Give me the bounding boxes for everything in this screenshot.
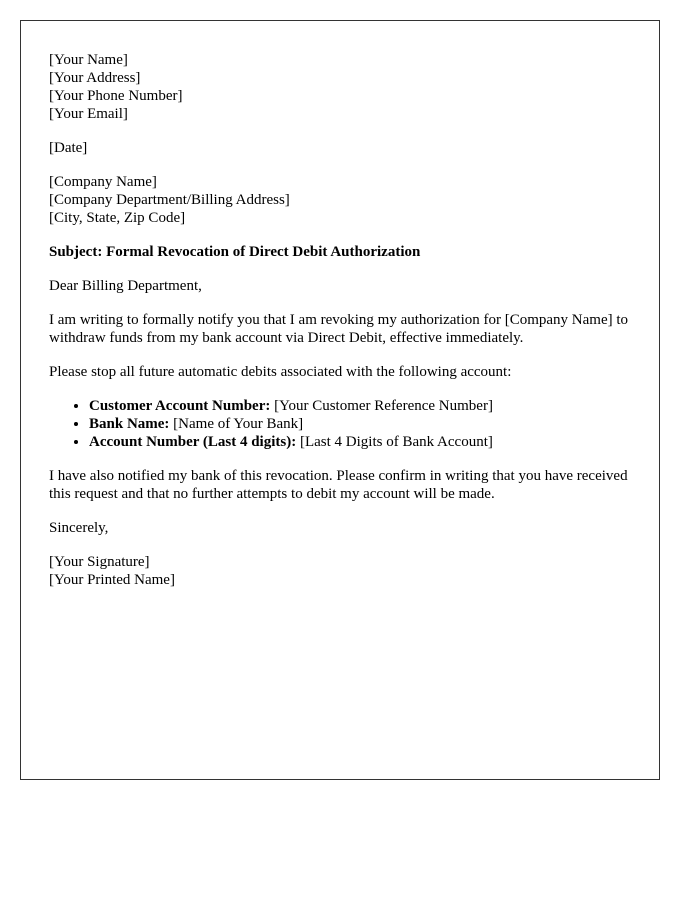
detail-value: [Last 4 Digits of Bank Account] <box>296 434 493 450</box>
body-paragraph-2: Please stop all future automatic debits associated with the following account: <box>49 364 512 380</box>
detail-label: Customer Account Number: <box>89 398 271 414</box>
detail-value: [Name of Your Bank] <box>169 416 304 432</box>
signature-line: [Your Signature] <box>49 554 150 570</box>
recipient-department: [Company Department/Billing Address] <box>49 192 290 208</box>
recipient-company: [Company Name] <box>49 174 157 190</box>
detail-value: [Your Customer Reference Number] <box>270 398 493 414</box>
body-paragraph-1: I am writing to formally notify you that I am revoking my authorization for [Company Name] to withdraw funds from my bank account via Direct Debit, effective immediately. <box>49 312 629 346</box>
recipient-city: [City, State, Zip Code] <box>49 210 186 226</box>
sender-phone: [Your Phone Number] <box>49 88 183 104</box>
recipient-block <box>49 173 631 227</box>
account-details-list <box>49 397 631 451</box>
letter-page <box>20 20 660 780</box>
sender-name: [Your Name] <box>49 52 128 68</box>
sender-email: [Your Email] <box>49 106 128 122</box>
sender-address: [Your Address] <box>49 70 141 86</box>
list-item <box>89 415 631 433</box>
detail-label: Account Number (Last 4 digits): <box>89 434 297 450</box>
list-item <box>89 433 631 451</box>
subject-line: Subject: Formal Revocation of Direct Debit Authorization <box>49 244 421 260</box>
signature-block <box>49 553 631 589</box>
detail-label: Bank Name: <box>89 416 170 432</box>
list-item <box>89 397 631 415</box>
printed-name: [Your Printed Name] <box>49 572 175 588</box>
date-block <box>49 139 631 157</box>
letter-date: [Date] <box>49 140 88 156</box>
body-paragraph-3: I have also notified my bank of this revocation. Please confirm in writing that you have received this request and that no further attempts to debit my account will be made. <box>49 468 628 502</box>
closing: Sincerely, <box>49 520 109 536</box>
sender-block <box>49 51 631 123</box>
salutation: Dear Billing Department, <box>49 278 202 294</box>
